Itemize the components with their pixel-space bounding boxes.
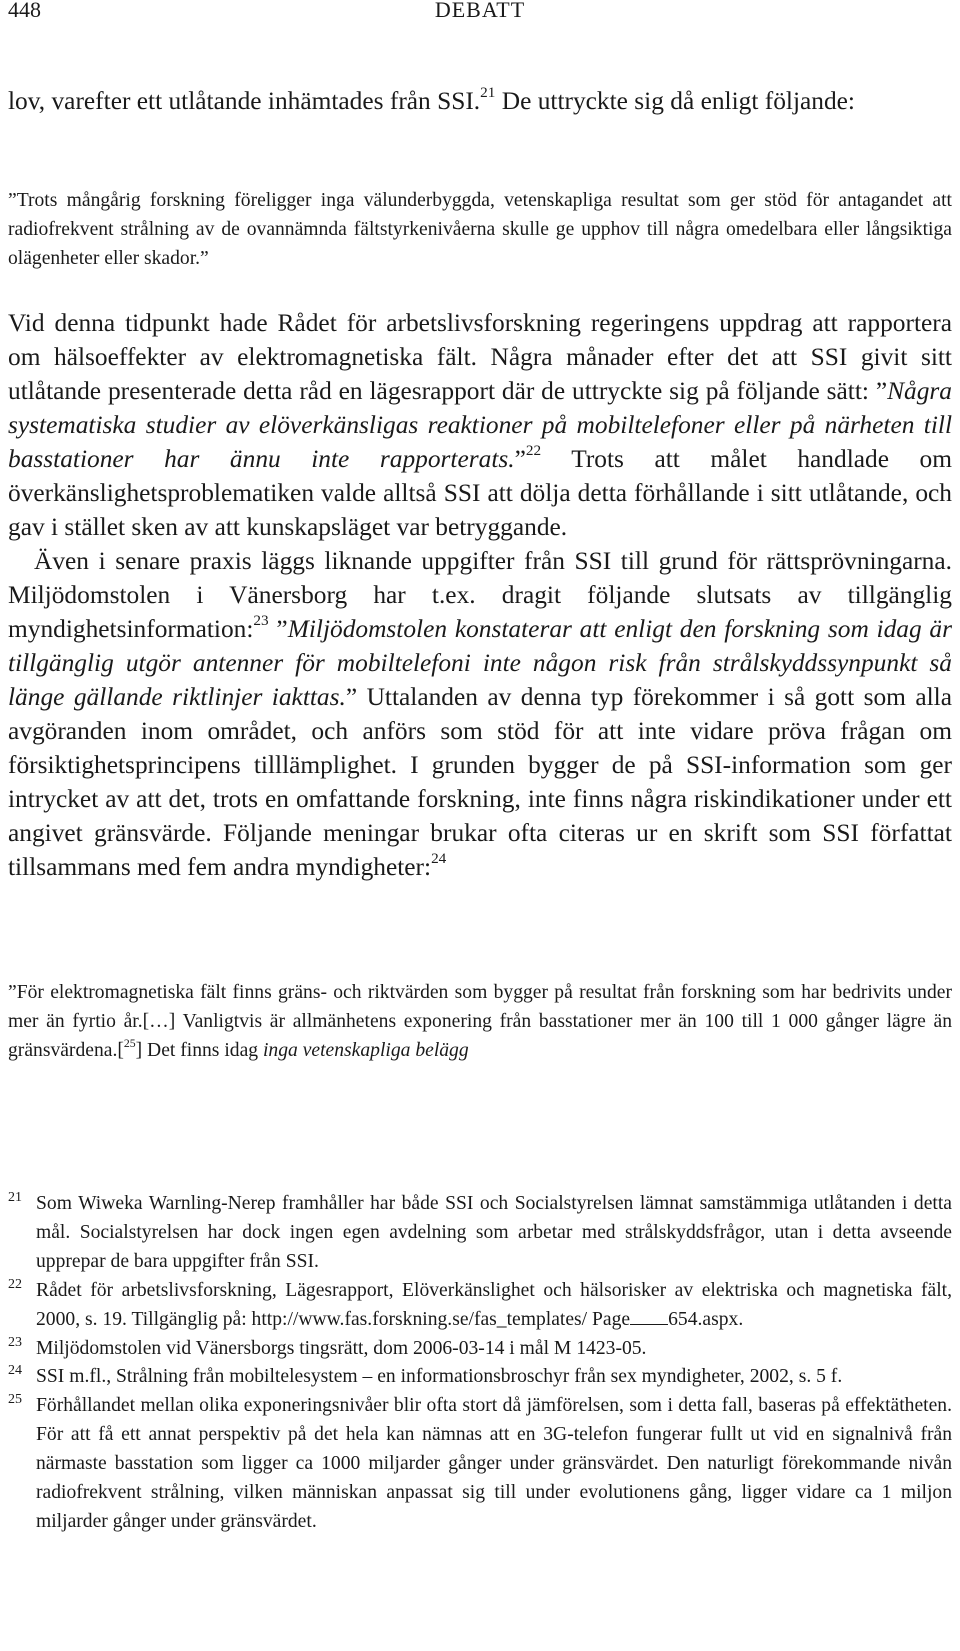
paragraph-2-quote: Några systematiska studier av elöverkänsligas reaktioner på mobiltelefoner eller på närheten till basstationer har ännu inte rapporterats. <box>8 377 952 473</box>
footnote-number: 21 <box>8 1190 22 1205</box>
block-quote-1 <box>8 186 952 273</box>
footnote-number: 24 <box>8 1363 22 1379</box>
footnote-number: 25 <box>8 1392 22 1408</box>
main-text <box>8 306 952 884</box>
footnote-number: 22 <box>8 1276 22 1292</box>
footnote-text: Som Wiweka Warnling-Nerep framhåller har både SSI och Socialstyrelsen lämnat samstämmiga utlåtanden i detta mål. Socialstyrelsen har dock ingen egen avdelning som arbetar med strålskyddsfrågor, utan i detta avseende upprepar de bara uppgifter från SSI. <box>36 1193 952 1272</box>
paragraph-2-close-quote: ” <box>514 445 526 473</box>
footnote-ref-24[interactable]: 24 <box>431 850 447 868</box>
paragraph-2-text-a: Vid denna tidpunkt hade Rådet för arbetslivsforskning regeringens uppdrag att rapportera om hälsoeffekter av elektromagnetiska fält. Några månader efter det att SSI givit sitt utlåtande presenterade detta råd en lägesrapport där de uttryckte sig på följande sätt: ” <box>8 309 952 405</box>
intro-paragraph <box>8 84 952 118</box>
paragraph-3-text-b: Uttalanden av denna typ förekommer i så gott som alla avgöranden inom området, och anförs som stöd för att inte vidare pröva frågan om försiktighetsprincipens tilllämplighet. I grunden bygger de på SSI-information som ger intrycket av att det, trots en omfattande forskning, inte finns några riskindikationer under ett angivet gränsvärde. Följande meningar brukar ofta citeras ur en skrift som SSI författat tillsammans med fem andra myndigheter: <box>8 683 952 881</box>
footnote-text: SSI m.fl., Strålning från mobiltelesystem – en informationsbroschyr från sex myndigheter, 2002, s. 5 f. <box>36 1366 843 1388</box>
footnotes <box>8 1190 952 1537</box>
paragraph-3-text-a: Även i senare praxis läggs liknande uppgifter från SSI till grund för rättsprövningarna. Miljödomstolen i Vänersborg har t.ex. dragit följande slutsats av tillgänglig myndighetsinformation: <box>8 547 952 643</box>
footnote-25 <box>8 1392 952 1537</box>
paragraph-3 <box>8 544 952 884</box>
footnote-ref-23[interactable]: 23 <box>253 612 269 630</box>
block-quote-2-text-b: ] Det finns idag <box>135 1040 263 1061</box>
paragraph-3-quote: Miljödomstolen konstaterar att enligt den forskning som idag är tillgänglig utgör antenner för mobiltelefoni inte någon risk från strålskyddssynpunkt så länge gällande riktlinjer iakttas. <box>8 615 953 711</box>
paragraph-2 <box>8 306 952 544</box>
footnote-22 <box>8 1277 952 1335</box>
intro-text-continued: De uttryckte sig då enligt följande: <box>495 87 855 115</box>
footnote-text: Miljödomstolen vid Vänersborgs tingsrätt, dom 2006-03-14 i mål M 1423-05. <box>36 1337 647 1359</box>
footnote-23 <box>8 1335 952 1364</box>
link-underscore <box>630 1306 668 1325</box>
footnote-ref-22[interactable]: 22 <box>525 442 542 460</box>
page-header <box>8 0 952 26</box>
footnote-text: Rådet för arbetslivsforskning, Lägesrapport, Elöverkänslighet och hälsorisker av elektriska och magnetiska fält, 2000, s. 19. Tillgänglig på: http://www.fas.forskning.se/fas_templates/ Page <box>36 1279 952 1330</box>
intro-text: lov, varefter ett utlåtande inhämtades från SSI. <box>8 87 481 115</box>
footnote-21 <box>8 1190 952 1277</box>
block-quote-1-text: ”Trots mångårig forskning föreligger inga välunderbyggda, vetenskapliga resultat som ger stöd för antagandet att radiofrekvent strålning av de ovannämnda fältstyrkenivåerna skulle ge upphov till några omedelbara eller långsiktiga olägenheter eller skador.” <box>8 190 952 269</box>
footnote-number: 23 <box>8 1334 22 1350</box>
footnote-24 <box>8 1363 952 1392</box>
footnote-text: Förhållandet mellan olika exponeringsnivåer blir ofta stort då jämförelsen, som i detta fall, baseras på effektätheten. För att få ett annat perspektiv på det hela kan nämnas att en 3G-telefon fungerar fullt ut vid en signalnivå från närmaste basstation som ligger ca 1000 miljarder gånger under gränsvärdet. Den naturligt förekommande nivån radiofrekvent strålning, vilken människan anpassat sig till under evolutionens gång, ligger vidare ca 1 miljon miljarder gånger under gränsvärdet. <box>36 1395 952 1532</box>
page-number: 448 <box>8 0 41 22</box>
paragraph-3-close-quote: ” <box>345 683 358 711</box>
footnote-text-end: 654.aspx. <box>668 1308 744 1330</box>
section-title: DEBATT <box>434 0 526 22</box>
block-quote-2-text-a: ”För elektromagnetiska fält finns gräns- och riktvärden som bygger på resultat från forskning som har bedrivits under mer än fyrtio år.[…] Vanligtvis är allmänhetens exponering från basstationer mer än 100 till 1 000 gånger lägre än gränsvärdena.[ <box>8 982 952 1061</box>
footnote-ref-25[interactable]: 25 <box>123 1036 136 1050</box>
footnote-ref-21[interactable]: 21 <box>480 84 496 102</box>
paragraph-3-open-quote: ” <box>268 615 288 643</box>
block-quote-2-italic: inga vetenskapliga belägg <box>262 1040 469 1061</box>
block-quote-2 <box>8 978 952 1065</box>
paragraph-2-text-b: Trots att målet handlade om överkänslighetsproblematiken valde alltså SSI att dölja detta förhållande i sitt utlåtande, och gav i stället sken av att kunskapsläget var betryggande. <box>8 445 952 541</box>
